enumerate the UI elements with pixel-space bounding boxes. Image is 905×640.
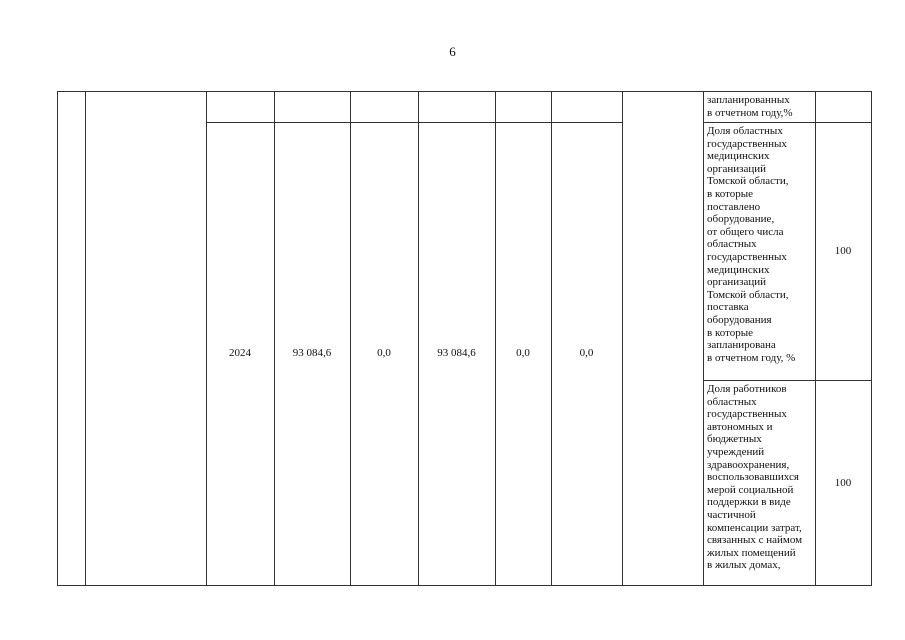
col-divider [206,91,207,585]
local-cell: 0,0 [516,347,530,359]
indicator-value: 100 [834,245,852,257]
col-divider [815,91,816,585]
federal-cell: 0,0 [377,347,391,359]
indicator-tail-text: запланированных в отчетном году,% [707,94,793,119]
row-divider [206,122,622,123]
col-divider [85,91,86,585]
col-divider [350,91,351,585]
indicator-value: 100 [834,477,852,489]
row-divider [703,380,871,381]
row-divider [703,122,871,123]
regional-cell: 93 084,6 [437,347,476,359]
col-divider [622,91,623,585]
col-divider [551,91,552,585]
total-cell: 93 084,6 [292,347,332,359]
indicator-text: Доля областных государственных медицинских организаций Томской области, в которые поставлено оборудование, от общего числа областных государственных медицинских организаций Томской области, поставка оборудования в которые запланирована в отчетном году, % [707,125,796,364]
col-divider [495,91,496,585]
col-divider [703,91,704,585]
col-divider [274,91,275,585]
indicator-text: Доля работников областных государственных автономных и бюджетных учреждений здравоохранения, воспользовавшихся мерой социальной поддержки в виде частичной компенсации затрат, связанных с наймом жилых помещений в жилых домах, [707,383,803,572]
col-divider [418,91,419,585]
budget-table [57,91,871,585]
year-cell: 2024 [229,347,251,359]
page-number: 6 [449,44,456,59]
other-cell: 0,0 [579,347,594,359]
